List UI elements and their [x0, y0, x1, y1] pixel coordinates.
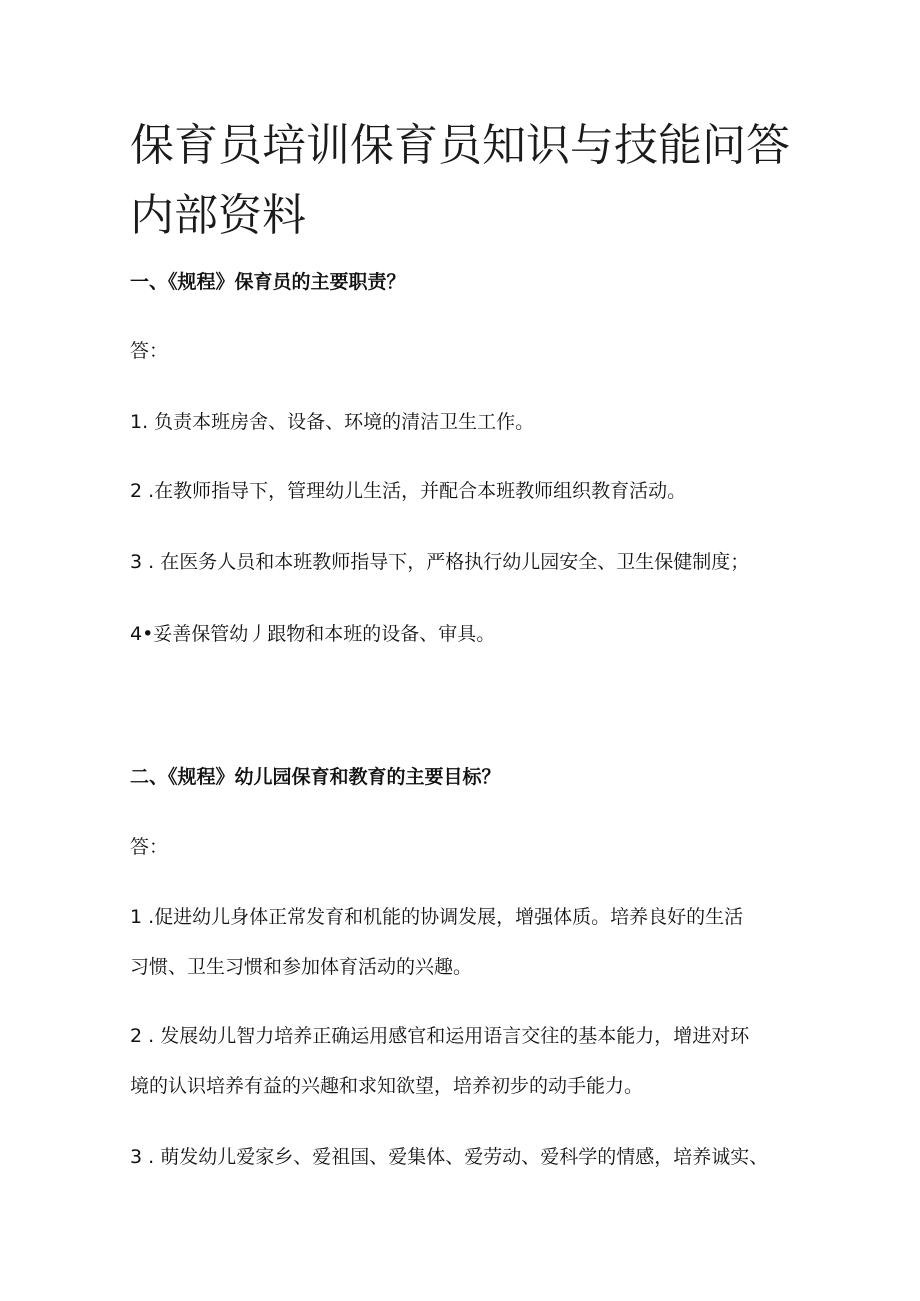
section-1-item-4: 4•妥善保管幼丿跟物和本班的设备、审具。 — [130, 623, 496, 645]
section-2-item-2-line-2: 境的认识培养有益的兴趣和求知欲望，培养初步的动手能力。 — [130, 1075, 644, 1097]
section-2-item-1-line-1: 1 .促进幼儿身体正常发育和机能的协调发展，增强体质。培养良好的生活 — [130, 906, 744, 928]
section-2-item-2-line-1: 2 . 发展幼儿智力培养正确运用感官和运用语言交往的基本能力，增进对环 — [130, 1025, 750, 1047]
section-2-answer-label: 答： — [130, 836, 169, 858]
section-1-item-1: 1. 负责本班房舍、设备、环境的清洁卫生工作。 — [130, 411, 535, 433]
section-2-heading: 二、《规程》幼儿园保育和教育的主要目标？ — [130, 766, 501, 788]
section-1-heading: 一、《规程》保育员的主要职责？ — [130, 271, 406, 293]
document-title-line-1: 保育员培训保育员知识与技能问答 — [130, 120, 790, 171]
section-2-item-1-line-2: 习惯、卫生习惯和参加体育活动的兴趣。 — [130, 956, 473, 978]
document-title-line-2: 内部资料 — [130, 190, 306, 241]
section-1-item-3: 3 . 在医务人员和本班教师指导下，严格执行幼儿园安全、卫生保健制度； — [130, 551, 750, 573]
section-1-item-2: 2 .在教师指导下，管理幼儿生活，并配合本班教师组织教育活动。 — [130, 480, 687, 502]
section-1-answer-label: 答： — [130, 340, 169, 362]
section-2-item-3-line-1: 3 . 萌发幼儿爱家乡、爱祖国、爱集体、爱劳动、爱科学的情感，培养诚实、 — [130, 1146, 769, 1168]
